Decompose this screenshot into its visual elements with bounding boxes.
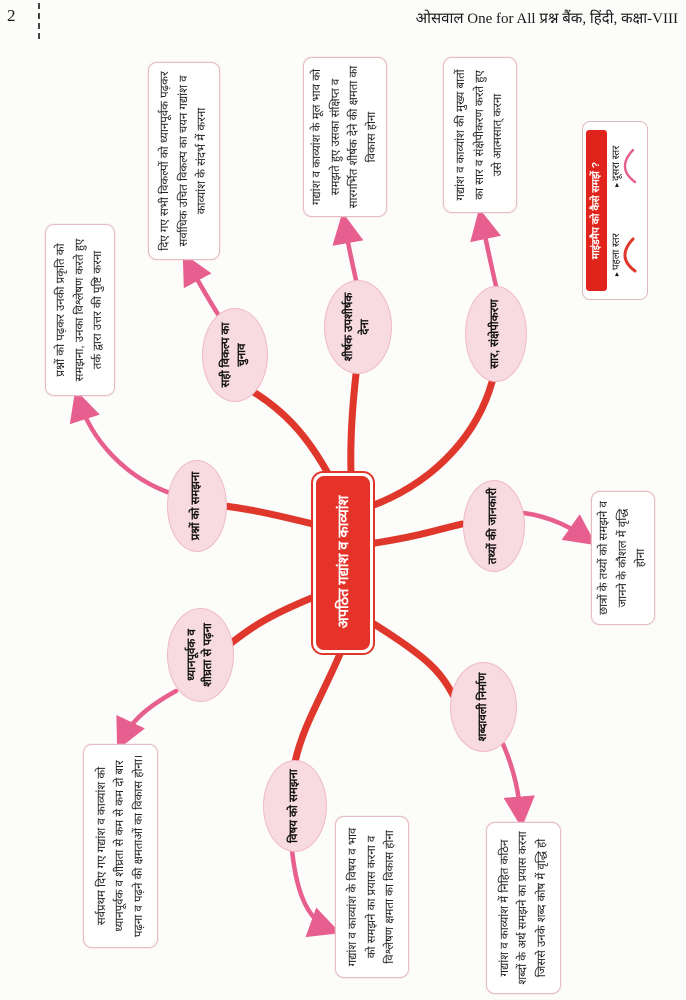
topic-label: ध्यानपूर्वक व शीघ्रता से पढ़ना [185, 623, 214, 687]
note-text: गद्यांश व काव्यांश के विषय व भाव को समझने का प्रयास करना व विश्लेषण क्षमता का विकास होना [347, 827, 397, 967]
topic-label: शब्दावली निर्माण [476, 672, 489, 742]
triangle-bullet-icon: ▸ [612, 272, 621, 277]
topic-label: विषय को समझना [288, 769, 301, 843]
topic-sahi-vikalp [202, 308, 268, 402]
level-1-curve-sample [622, 236, 637, 274]
topic-label: सही विकल्प का चुनाव [220, 322, 248, 388]
note-text: छात्रों के तथ्यों को समझने व जानने के कौशल में वृद्धि होना [598, 501, 648, 615]
page-number: 2 [7, 6, 16, 25]
mindmap-center-label: अपठित गद्यांश व काव्यांश [336, 495, 352, 629]
topic-label: शीर्षक उपशीर्षक देना [343, 292, 371, 362]
triangle-bullet-icon: ▸ [612, 182, 621, 187]
level-2-curve-sample [622, 147, 637, 185]
note-saar-sankshepikaran [443, 57, 517, 213]
topic-vishay-ko-samajhna [263, 760, 327, 852]
topic-label: प्रश्नों को समझना [190, 471, 203, 541]
page-title: ओसवाल One for All प्रश्न बैंक, हिंदी, कक्षा-VIII [415, 11, 678, 27]
topic-saar-sankshepikaran [465, 286, 527, 382]
note-text: गद्यांश व काव्यांश में निहित कठिन शब्दों के अर्थ समझने का प्रयास करना जिससे उनके शब्द कोष में वृद्धि हो [498, 831, 548, 985]
mindmap-center-node [311, 471, 375, 655]
legend-level-2-label: दूसरा स्तर [611, 145, 622, 181]
note-tathyon-ki-jankari [591, 491, 655, 625]
note-vishay-ko-samajhna [335, 816, 409, 978]
note-sahi-vikalp [148, 62, 220, 260]
legend-box [582, 121, 648, 300]
note-text: गद्यांश व काव्यांश की मुख्य बातों का सार व संक्षेपीकरण करते हुए उसे आत्मसात् करना [455, 69, 505, 201]
topic-tathyon-ki-jankari [463, 480, 525, 572]
topic-shabdavali-nirman [450, 662, 517, 752]
topic-label: सार, संक्षेपीकरण [489, 299, 502, 369]
note-shirshak [303, 57, 387, 217]
legend-title: माइंडमैप को कैसे समझें ? [586, 130, 607, 291]
note-text: सर्वप्रथम दिए गए गद्यांश व काव्यांश को ध्यानपूर्वक व शीघ्रता से कम से कम दो बार पढ़ना व पढ़ने की क्षमताओं का विकास होना। [95, 754, 145, 938]
note-text: दिए गए सभी विकल्पों को ध्यानपूर्वक पढ़कर सर्वाधिक उचित विकल्प का चयन गद्यांश व काव्यांश के संदर्भ में करना [159, 71, 209, 251]
note-text: गद्यांश व काव्यांश के मूल भाव को समझते हुए उसका संक्षिप्त व सारगर्भित शीर्षक देने की क्षमता का विकास होना [311, 65, 379, 209]
legend-level-1 [608, 211, 637, 300]
note-shabdavali-nirman [486, 822, 561, 994]
topic-dhyanpurvak-padhna [167, 608, 234, 702]
note-dhyanpurvak-padhna [83, 744, 158, 948]
legend-level-2 [608, 122, 637, 211]
legend-level-1-label: पहला स्तर [611, 233, 622, 271]
topic-prashnon-ko-samajhna [167, 460, 227, 552]
note-text: प्रश्नों को पढ़कर उनकी प्रकृति को समझना, उनका विश्लेषण करते हुए तर्क द्वारा उत्तर की पुष्टि करना [55, 238, 105, 382]
topic-shirshak [324, 280, 392, 374]
topic-label: तथ्यों की जानकारी [487, 487, 500, 565]
note-prashnon-ko-samajhna [45, 224, 115, 396]
